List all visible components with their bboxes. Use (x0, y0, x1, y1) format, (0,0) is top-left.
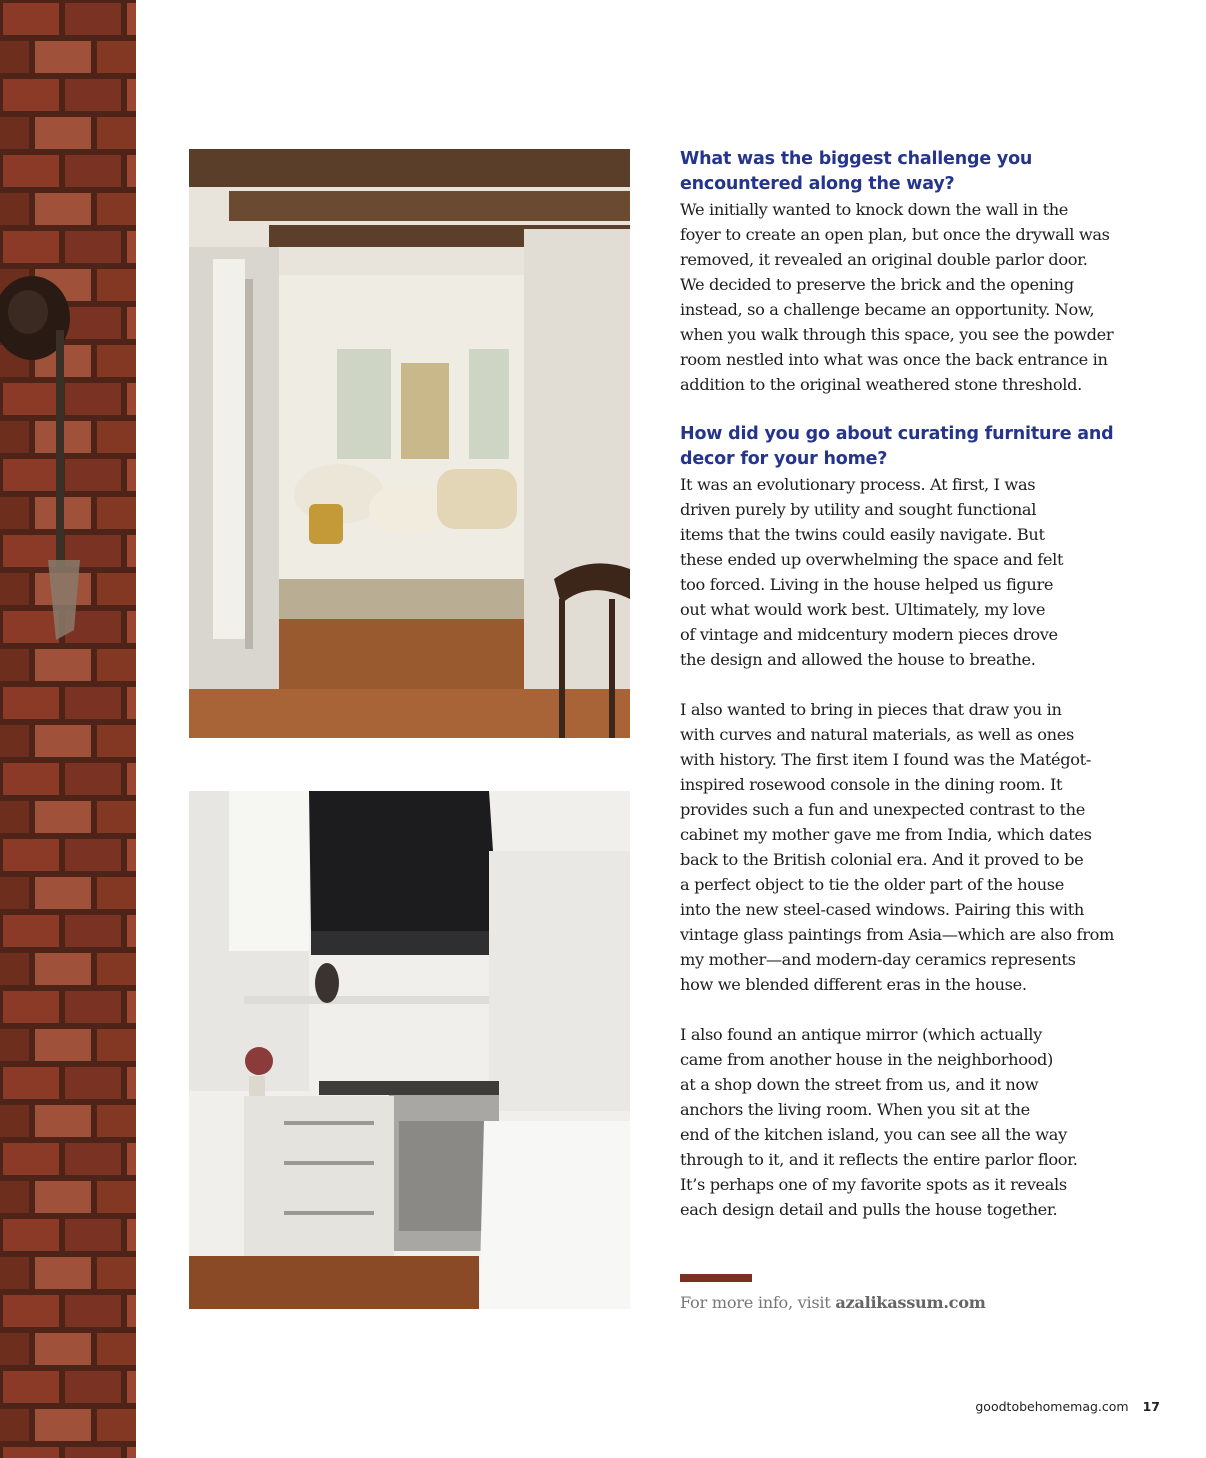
website-link[interactable]: azalikassum.com (835, 1293, 986, 1312)
living-room-photo (189, 149, 630, 738)
paragraph-pieces: I also wanted to bring in pieces that draw you in with curves and natural materials, as well as ones with history. The first item I found was the Matégot- inspired rosewood console in the dining room. It provides such a fun and unexpected contrast to the cabinet my mother gave me from India, which dates back to the British colonial era. And it proved to be a perfect object to tie the older part of the house into the new steel-cased windows. Pairing this with vintage glass paintings from Asia—which are also from my mother—and modern-day ceramics represents how we blended different eras in the house. (680, 700, 1114, 994)
answer-paragraph-challenge: We initially wanted to knock down the wall in the foyer to create an open plan, but once the drywall was removed, it revealed an original double parlor door. We decided to preserve the brick and the opening instead, so a challenge became an opportunity. Now, when you walk through this space, you see the powder room nestled into what was once the back entrance in addition to the original weathered stone threshold. (680, 200, 1114, 394)
paragraph-mirror: I also found an antique mirror (which actually came from another house in the neighborhood) at a shop down the street from us, and it now anchors the living room. When you sit at the end of the kitchen island, you can see all the way through to it, and it reflects the entire parlor floor. It’s perhaps one of my favorite spots as it reveals each design detail and pulls the house together. (680, 1025, 1078, 1219)
page-number: 17 (1142, 1399, 1160, 1414)
article-body (680, 147, 1120, 1222)
answer-paragraph-curating: It was an evolutionary process. At first, I was driven purely by utility and sought functional items that the twins could easily navigate. But these ended up overwhelming the space and felt too forced. Living in the house helped us figure out what would work best. Ultimately, my love of vintage and midcentury modern pieces drove the design and allowed the house to breathe. (680, 475, 1064, 669)
accent-rule (680, 1274, 752, 1282)
kitchen-photo (189, 791, 630, 1309)
brick-wall-photo (0, 0, 136, 1458)
more-info-line: For more info, visit azalikassum.com (680, 1293, 986, 1312)
footer-site[interactable]: goodtobehomemag.com (975, 1399, 1129, 1414)
question-heading-challenge: What was the biggest challenge you encountered along the way? (680, 149, 1033, 194)
page-footer (975, 1399, 1160, 1414)
question-heading-curating: How did you go about curating furniture and decor for your home? (680, 424, 1114, 469)
